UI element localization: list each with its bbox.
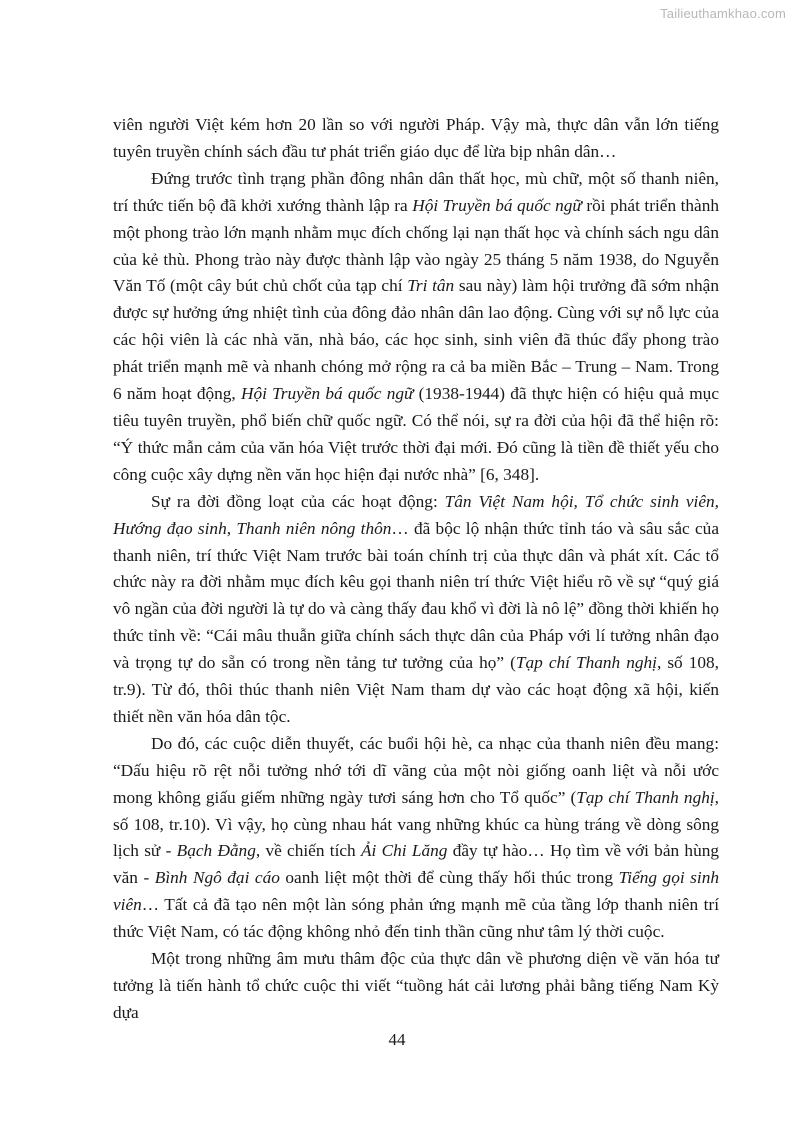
italic-title: Hội Truyền bá quốc ngữ (412, 195, 582, 215)
text-run: rồi phát triển thành một phong trào lớn mạnh nhằm mục đích chống lại nạn thất học và chính sách ngu dân của kẻ thù. Phong trào này được thành lập vào ngày 25 tháng 5 năm 1938, do Nguyễn Văn Tố (một cây bút chủ chốt của tạp chí (113, 195, 720, 296)
text-run: đầy tự hào… Họ tìm về với bản hùng văn - (113, 841, 719, 888)
text-run: … Tất cả đã tạo nên một làn sóng phản ứng mạnh mẽ của tầng lớp thanh niên trí thức Việt Nam, có tác động không nhỏ đến tinh thần cũng như tâm lý thời cuộc. (113, 895, 719, 942)
text-run: sau này) làm hội trưởng đã sớm nhận được sự hưởng ứng nhiệt tình của đông đảo nhân dân lao động. Cùng với sự nỗ lực của các hội viên là các nhà văn, nhà báo, các học sinh, sinh viên đã thúc đẩy phong trào phát triển mạnh mẽ và nhanh chóng mở rộng ra cả ba miền Bắc – Trung – Nam. Trong 6 năm hoạt động, (113, 276, 719, 404)
text-run: (1938-1944) đã thực hiện có hiệu quả mục tiêu tuyên truyền, phổ biến chữ quốc ngữ. Có thể nói, sự ra đời của hội đã thể hiện rõ: “Ý thức mẫn cảm của văn hóa Việt trước thời đại mới. Đó cũng là tiền đề thiết yếu cho công cuộc xây dựng nền văn học hiện đại nước nhà” [6, 348]. (113, 384, 719, 484)
page-number: 44 (388, 1030, 406, 1049)
italic-title: Tiếng gọi sinh viên (113, 868, 719, 915)
italic-title: Bạch Đằng (176, 841, 256, 861)
italic-title: Ải Chi Lăng (360, 841, 448, 861)
text-run: , số 108, tr.9). Từ đó, thôi thúc thanh niên Việt Nam tham dự vào các hoạt động xã hội, kiến thiết nền văn hóa dân tộc. (113, 653, 719, 726)
paragraph (113, 946, 719, 1027)
text-run: Do đó, các cuộc diễn thuyết, các buổi hội hè, ca nhạc của thanh niên đều mang: “Dấu hiệu rõ rệt nỗi tưởng nhớ tới dĩ vãng của một nòi giống oanh liệt và nỗi ước mong không giấu giếm những ngày tươi sáng hơn cho Tổ quốc” ( (113, 733, 719, 807)
paragraph (113, 731, 719, 946)
text-run: oanh liệt một thời để cùng thấy hối thúc trong (279, 868, 619, 888)
text-run: , số 108, tr.10). Vì vậy, họ cùng nhau hát vang những khúc ca hùng tráng về dòng sông lịch sử - (113, 787, 719, 861)
italic-title: Tân Việt Nam hội, Tổ chức sinh viên, Hướng đạo sinh, Thanh niên nông thôn (113, 491, 719, 538)
text-run: viên người Việt kém hơn 20 lần so với người Pháp. Vậy mà, thực dân vẫn lớn tiếng tuyên truyền chính sách đầu tư phát triển giáo dục để lừa bịp nhân dân… (113, 115, 719, 161)
page-body (113, 112, 719, 1027)
text-run: Đứng trước tình trạng phần đông nhân dân thất học, mù chữ, một số thanh niên, trí thức tiến bộ đã khởi xướng thành lập ra (113, 168, 719, 215)
paragraph (113, 166, 719, 489)
italic-title: Tri tân (407, 276, 455, 296)
italic-title: Tạp chí Thanh nghị (576, 787, 715, 807)
watermark: Tailieuthamkhao.com (660, 6, 786, 21)
paragraph (113, 489, 719, 731)
text-run: Một trong những âm mưu thâm độc của thực dân về phương diện về văn hóa tư tưởng là tiến hành tổ chức cuộc thi viết “tuồng hát cải lương phải bằng tiếng Nam Kỳ dựa (113, 949, 719, 1022)
text-run: … đã bộc lộ nhận thức tỉnh táo và sâu sắc của thanh niên, trí thức Việt Nam trước bài toán chính trị của thực dân và phát xít. Các tổ chức này ra đời nhằm mục đích kêu gọi thanh niên trí thức Việt hiểu rõ về sự “quý giá vô ngần của đời người là tự do và càng thấy đau khổ vì đời là nô lệ” đồng thời khiến họ thức tỉnh về: “Cái mâu thuẫn giữa chính sách thực dân của Pháp với lí tưởng nhân đạo và trọng tự do sẵn có trong nền tảng tư tưởng của họ” ( (113, 518, 719, 673)
text-run: Sự ra đời đồng loạt của các hoạt động: (151, 491, 445, 511)
text-run: , về chiến tích (255, 841, 361, 861)
italic-title: Bình Ngô đại cáo (154, 868, 280, 888)
paragraph (113, 112, 719, 166)
italic-title: Tạp chí Thanh nghị (515, 653, 657, 673)
italic-title: Hội Truyền bá quốc ngữ (240, 384, 414, 404)
